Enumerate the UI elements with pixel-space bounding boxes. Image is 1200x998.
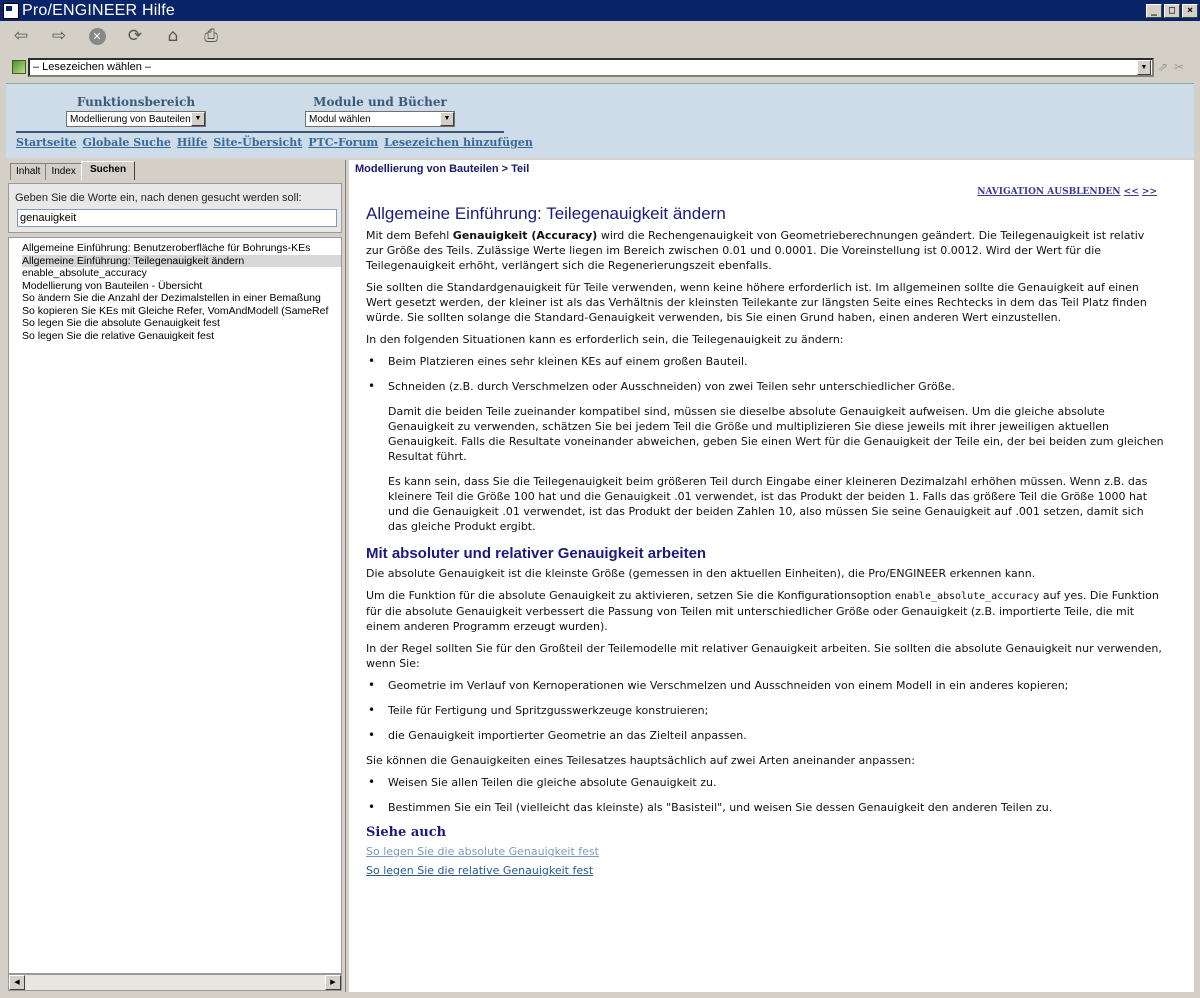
search-panel	[8, 183, 342, 233]
paragraph: In den folgenden Situationen kann es erforderlich sein, die Teilegenauigkeit zu ändern:	[366, 333, 844, 346]
tab-suchen[interactable]: Suchen	[81, 161, 135, 180]
search-prompt: Geben Sie die Worte ein, nach denen gesucht werden soll:	[15, 192, 302, 204]
paragraph	[366, 228, 1164, 273]
bullet-list	[366, 354, 1164, 394]
close-button[interactable]: ×	[1182, 4, 1198, 18]
paragraph: Sie sollten die Standardgenauigkeit für Teile verwenden, wenn keine höhere erforderlich ist. Im allgemeinen sollte die Genauigkeit auf einen Wert gesetzt werden, der kleiner ist als das Verhältnis der kleinsten Teilekante zur längsten Seite eines Rechtecks in dem das Teil Platz finden würde. Sie sollten solange die Standard-Genauigkeit verwenden, bis Sie einen Grund haben, einen anderen Wert einzustellen.	[366, 281, 1147, 324]
link-startseite[interactable]: Startseite	[16, 136, 77, 149]
list-item[interactable]: So legen Sie die absolute Genauigkeit fest	[22, 317, 220, 329]
text: Um die Funktion für die absolute Genauigkeit zu aktivieren, setzen Sie die Konfigurationsoption	[366, 589, 895, 602]
chevron-down-icon[interactable]: ▼	[1137, 60, 1151, 75]
paragraph	[366, 588, 1164, 634]
refresh-icon[interactable]: ⟳	[127, 26, 143, 46]
tab-inhalt[interactable]: Inhalt	[10, 163, 46, 180]
modules-books	[305, 95, 455, 127]
modules-select[interactable]	[305, 111, 455, 127]
header-divider	[16, 131, 504, 133]
scroll-left-icon[interactable]: ◀	[9, 975, 25, 990]
horizontal-scrollbar[interactable]	[8, 974, 342, 991]
list-item: • die Genauigkeit importierter Geometrie an das Zielteil anpassen.	[366, 728, 1164, 743]
stop-icon[interactable]: ✕	[84, 24, 110, 48]
indented-paragraph: Es kann sein, dass Sie die Teilegenauigkeit beim größeren Teil durch Eingabe einer kleineren Dezimalzahl erhöhen müssen. Wenn z.B. das kleinere Teil die Größe 100 hat und die Genauigkeit .01 verwendet, ist das Produkt der beiden 1. Falls das größere Teil die Größe 1000 hat und die Genauigkeit .01 verwendet, ist das Produkt der beiden Zahlen 10, also müssen Sie seine Genauigkeit auf .001 setzen, damit sich das gleiche Produkt ergibt.	[388, 475, 1148, 533]
paragraph: In der Regel sollten Sie für den Großteil der Teilemodelle mit relativer Genauigkeit arbeiten. Sie sollten die absolute Genauigkeit nur verwenden, wenn Sie:	[366, 642, 1162, 670]
command-name: Genauigkeit (Accuracy)	[452, 229, 598, 242]
search-input[interactable]	[17, 209, 337, 227]
list-item[interactable]: So legen Sie die relative Genauigkeit fest	[22, 329, 215, 342]
print-icon[interactable]: ⎙	[204, 26, 218, 46]
maximize-button[interactable]: □	[1164, 4, 1180, 18]
navigation-toolbar	[0, 21, 1200, 51]
see-also-heading: Siehe auch	[366, 825, 447, 840]
chevron-down-icon[interactable]: ▼	[440, 112, 454, 126]
paragraph: Die absolute Genauigkeit ist die kleinste Größe (gemessen in den aktuellen Einheiten), die Pro/ENGINEER erkennen kann.	[366, 567, 1036, 580]
left-tabs	[10, 163, 134, 180]
forward-arrow-icon[interactable]: ⇨	[51, 26, 67, 46]
minimize-button[interactable]: _	[1146, 4, 1162, 18]
bookmark-icon	[12, 60, 26, 74]
nav-controls	[977, 187, 1157, 197]
tab-index[interactable]: Index	[45, 163, 81, 180]
list-item: • Bestimmen Sie ein Teil (vielleicht das kleinste) als "Basisteil", und weisen Sie dessen Genauigkeit den anderen Teilen zu.	[366, 800, 1164, 815]
section-heading: Mit absoluter und relativer Genauigkeit arbeiten	[366, 545, 707, 562]
home-icon[interactable]: ⌂	[167, 26, 179, 46]
list-item[interactable]: Allgemeine Einführung: Benutzeroberfläche für Bohrungs-KEs	[22, 242, 311, 254]
content-pane	[349, 160, 1194, 992]
modules-value: Modul wählen	[309, 113, 371, 125]
list-item: • Weisen Sie allen Teilen die gleiche absolute Genauigkeit zu.	[366, 775, 1164, 790]
list-item: • Geometrie im Verlauf von Kernoperationen wie Verschmelzen und Ausschneiden von einem Modell in ein anderes kopieren;	[366, 678, 1164, 693]
link-hilfe[interactable]: Hilfe	[176, 136, 208, 149]
link-ptc-forum[interactable]: PTC-Forum	[308, 136, 379, 149]
list-item[interactable]: So ändern Sie die Anzahl der Dezimalstellen in einer Bemaßung	[22, 292, 321, 304]
link-site-uebersicht[interactable]: Site-Übersicht	[213, 136, 303, 149]
link-globale-suche[interactable]: Globale Suche	[82, 136, 171, 149]
list-item[interactable]: So kopieren Sie KEs mit Gleiche Refer, VomAndModell (SameRef	[22, 304, 329, 317]
list-item-selected[interactable]: Allgemeine Einführung: Teilegenauigkeit ändern	[22, 255, 341, 268]
text: auf yes. Die Funktion für die absolute Genauigkeit verbessert die Passung von Teilen mit unterschiedlicher Größe oder Genauigkeit (z.B. importierte Teile, die mit einem anderen Programm erzeugt wurden).	[366, 589, 1159, 633]
text: Mit dem Befehl	[366, 229, 453, 242]
bookmark-select[interactable]	[28, 58, 1154, 77]
list-item: • Teile für Fertigung und Spritzgusswerkzeuge konstruieren;	[366, 703, 1164, 718]
breadcrumb: Modellierung von Bauteilen > Teil	[355, 163, 530, 175]
bullet-list	[366, 775, 1164, 815]
page-title: Allgemeine Einführung: Teilegenauigkeit ändern	[366, 204, 726, 223]
left-pane	[6, 160, 346, 992]
window-controls	[1146, 4, 1198, 18]
article	[366, 206, 1164, 882]
prev-page-link[interactable]: <<	[1123, 187, 1139, 197]
link-relative-accuracy[interactable]: So legen Sie die relative Genauigkeit fest	[366, 864, 594, 877]
list-item: • Beim Platzieren eines sehr kleinen KEs auf einem großen Bauteil.	[366, 354, 1164, 369]
list-item[interactable]: enable_absolute_accuracy	[22, 267, 147, 279]
bullet-list	[366, 678, 1164, 743]
functional-area-label: Funktionsbereich	[76, 95, 196, 109]
link-absolute-accuracy[interactable]: So legen Sie die absolute Genauigkeit fest	[366, 845, 599, 858]
header-links	[16, 136, 533, 149]
scroll-right-icon[interactable]: ▶	[325, 975, 341, 990]
chevron-down-icon[interactable]: ▼	[191, 112, 205, 126]
bookmark-select-value: – Lesezeichen wählen –	[33, 61, 152, 73]
list-item: • Schneiden (z.B. durch Verschmelzen oder Ausschneiden) von zwei Teilen sehr unterschiedlicher Größe.	[366, 379, 1164, 394]
functional-area-value: Modellierung von Bauteilen	[70, 113, 191, 125]
functional-area-select[interactable]	[66, 111, 206, 127]
next-page-link[interactable]: >>	[1141, 187, 1157, 197]
back-arrow-icon[interactable]: ⇦	[13, 26, 29, 46]
paragraph: Sie können die Genauigkeiten eines Teilesatzes hauptsächlich auf zwei Arten aneinander anpassen:	[366, 754, 915, 767]
title-bar	[0, 0, 1200, 21]
list-item[interactable]: Modellierung von Bauteilen - Übersicht	[22, 279, 203, 292]
indented-paragraph: Damit die beiden Teile zueinander kompatibel sind, müssen sie dieselbe absolute Genauigkeit aufweisen. Um die gleiche absolute Genauigkeit zu verwenden, schätzen Sie bei jedem Teil die Größe und multiplizieren Sie diese jeweils mit ihrer jeweiligen aktuellen Genauigkeit. Falls die Resultate voneinander abweichen, geben Sie einen Wert für die Genauigkeit der Teile ein, der bei beiden zum gleichen Resultat führt.	[388, 405, 1164, 463]
app-icon	[3, 3, 19, 19]
window-title: Pro/ENGINEER Hilfe	[22, 1, 175, 19]
link-lesezeichen-hinzufuegen[interactable]: Lesezeichen hinzufügen	[384, 136, 533, 149]
modules-label: Module und Bücher	[313, 95, 447, 109]
hide-navigation-link[interactable]: NAVIGATION AUSBLENDEN	[977, 187, 1121, 197]
functional-area	[66, 95, 206, 127]
bookmark-bar	[0, 55, 1200, 79]
text: wird die Rechengenauigkeit von Geometrieberechnungen geändert. Die Teilegenauigkeit ist relativ zur Größe des Teils. Zulässige Werte liegen im Bereich zwischen 0.01 und 0.0001. Die Voreinstellung ist 0.0012. Wird der Wert für die Teilegenauigkeit erhöht, verlängert sich die Regenerierungszeit ebenfalls.	[366, 229, 1145, 272]
help-header	[6, 83, 1194, 158]
config-option: enable_absolute_accuracy	[894, 591, 1040, 602]
go-icon[interactable]: ⇗✂	[1158, 60, 1191, 74]
search-results	[8, 237, 342, 974]
